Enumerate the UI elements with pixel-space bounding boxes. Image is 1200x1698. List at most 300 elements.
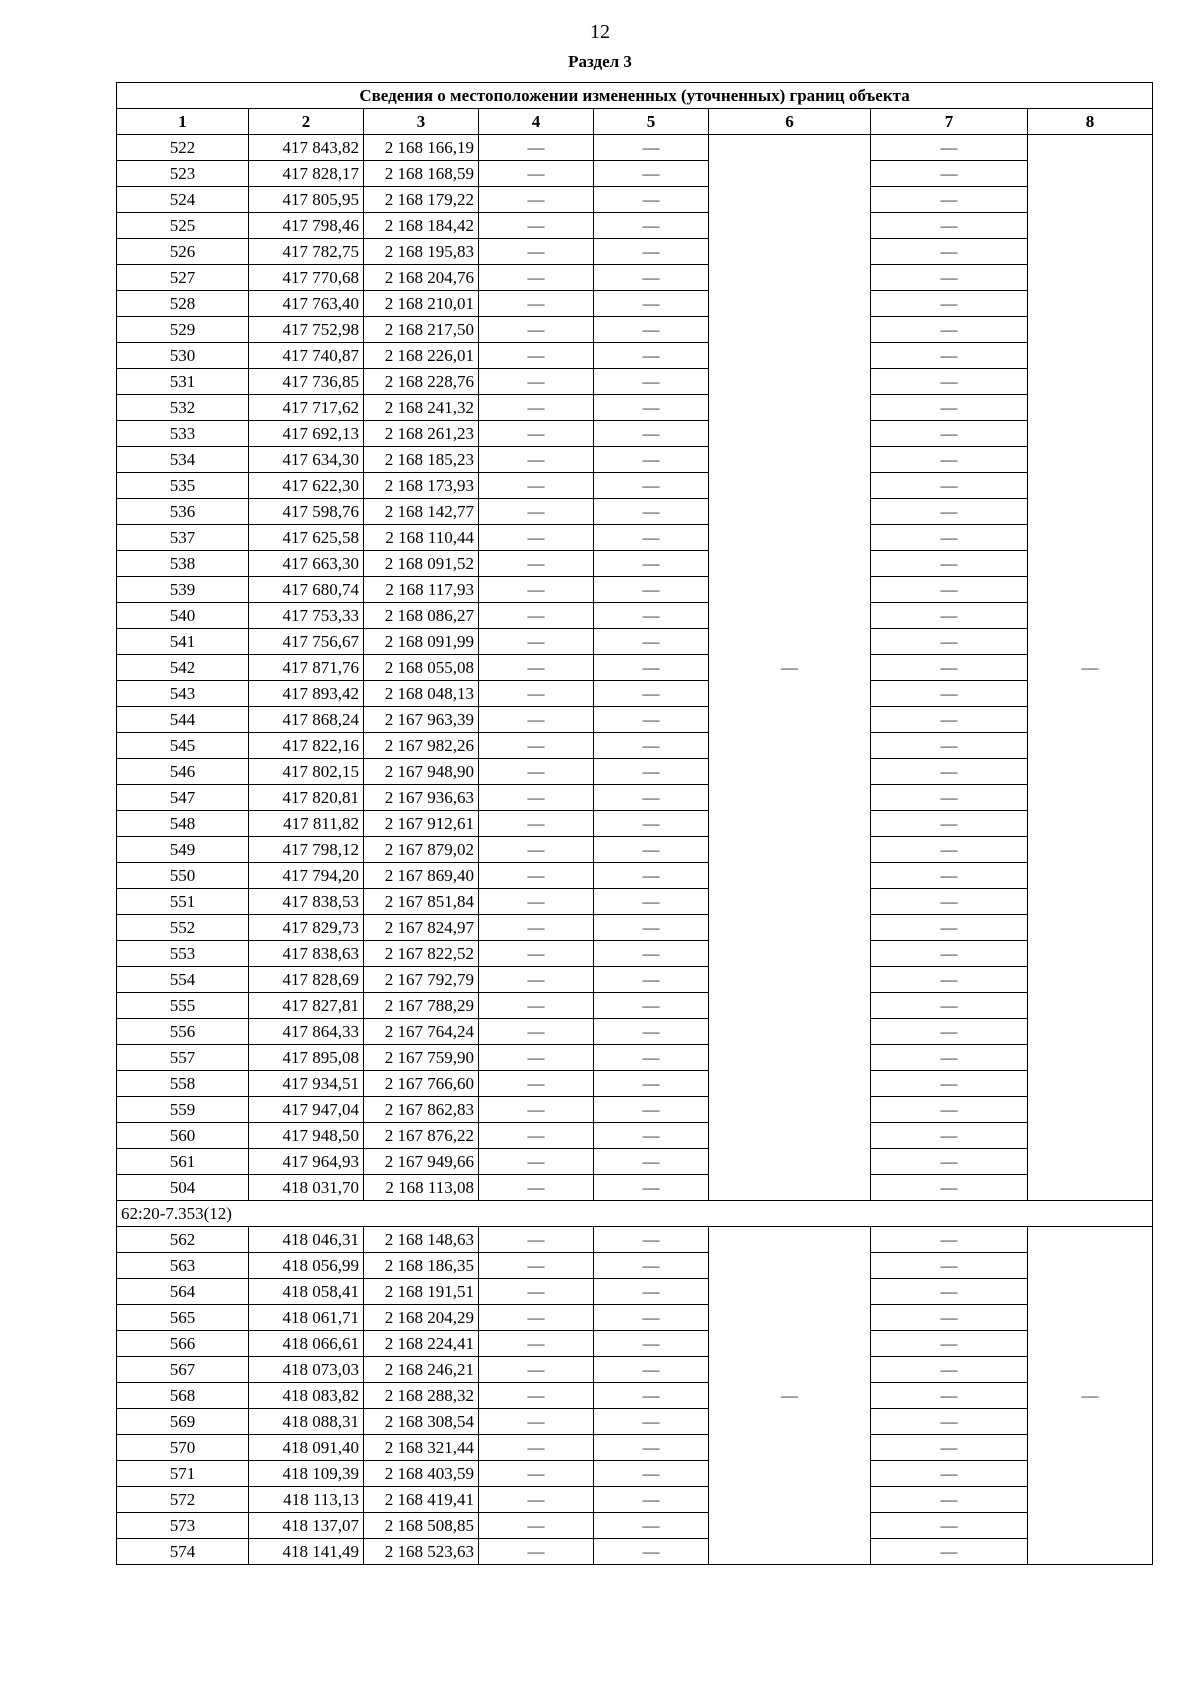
col5-cell: — [594, 291, 709, 317]
point-number-cell: 564 [117, 1279, 249, 1305]
col5-cell: — [594, 967, 709, 993]
y-coordinate-cell: 2 168 204,76 [364, 265, 479, 291]
col7-cell: — [871, 1253, 1028, 1279]
table-row [117, 343, 1153, 369]
point-number-cell: 533 [117, 421, 249, 447]
point-number-cell: 549 [117, 837, 249, 863]
table-row [117, 785, 1153, 811]
point-number-cell: 530 [117, 343, 249, 369]
point-number-cell: 538 [117, 551, 249, 577]
col5-cell: — [594, 1513, 709, 1539]
x-coordinate-cell: 418 058,41 [249, 1279, 364, 1305]
y-coordinate-cell: 2 168 173,93 [364, 473, 479, 499]
y-coordinate-cell: 2 168 226,01 [364, 343, 479, 369]
col8-merged-cell: — [1028, 1227, 1153, 1565]
x-coordinate-cell: 418 088,31 [249, 1409, 364, 1435]
col7-cell: — [871, 993, 1028, 1019]
col7-cell: — [871, 733, 1028, 759]
table-row [117, 1513, 1153, 1539]
col4-cell: — [479, 1357, 594, 1383]
col4-cell: — [479, 239, 594, 265]
col5-cell: — [594, 1435, 709, 1461]
col7-cell: — [871, 889, 1028, 915]
point-number-cell: 528 [117, 291, 249, 317]
y-coordinate-cell: 2 168 321,44 [364, 1435, 479, 1461]
col5-cell: — [594, 1539, 709, 1565]
y-coordinate-cell: 2 168 308,54 [364, 1409, 479, 1435]
col7-cell: — [871, 187, 1028, 213]
col4-cell: — [479, 473, 594, 499]
table-row [117, 1019, 1153, 1045]
y-coordinate-cell: 2 167 792,79 [364, 967, 479, 993]
col5-cell: — [594, 915, 709, 941]
y-coordinate-cell: 2 168 179,22 [364, 187, 479, 213]
point-number-cell: 563 [117, 1253, 249, 1279]
x-coordinate-cell: 417 782,75 [249, 239, 364, 265]
col4-cell: — [479, 1019, 594, 1045]
table-row [117, 629, 1153, 655]
col7-cell: — [871, 941, 1028, 967]
table-row [117, 161, 1153, 187]
table-row [117, 681, 1153, 707]
y-coordinate-cell: 2 168 168,59 [364, 161, 479, 187]
col4-cell: — [479, 213, 594, 239]
y-coordinate-cell: 2 168 113,08 [364, 1175, 479, 1201]
table-row [117, 1383, 1153, 1409]
table-row [117, 1279, 1153, 1305]
point-number-cell: 542 [117, 655, 249, 681]
x-coordinate-cell: 417 948,50 [249, 1123, 364, 1149]
point-number-cell: 532 [117, 395, 249, 421]
x-coordinate-cell: 417 717,62 [249, 395, 364, 421]
point-number-cell: 562 [117, 1227, 249, 1253]
table-row [117, 447, 1153, 473]
col5-cell: — [594, 395, 709, 421]
point-number-cell: 556 [117, 1019, 249, 1045]
y-coordinate-cell: 2 168 224,41 [364, 1331, 479, 1357]
y-coordinate-cell: 2 167 982,26 [364, 733, 479, 759]
col7-cell: — [871, 1123, 1028, 1149]
table-row [117, 551, 1153, 577]
table-row [117, 265, 1153, 291]
col4-cell: — [479, 1305, 594, 1331]
x-coordinate-cell: 418 083,82 [249, 1383, 364, 1409]
col7-cell: — [871, 811, 1028, 837]
col7-cell: — [871, 473, 1028, 499]
col5-cell: — [594, 525, 709, 551]
col4-cell: — [479, 629, 594, 655]
col4-cell: — [479, 889, 594, 915]
point-number-cell: 539 [117, 577, 249, 603]
x-coordinate-cell: 417 820,81 [249, 785, 364, 811]
col5-cell: — [594, 733, 709, 759]
page-number: 12 [590, 21, 610, 43]
point-number-cell: 544 [117, 707, 249, 733]
col7-cell: — [871, 1305, 1028, 1331]
column-header: 2 [249, 109, 364, 135]
col4-cell: — [479, 681, 594, 707]
point-number-cell: 570 [117, 1435, 249, 1461]
y-coordinate-cell: 2 168 185,23 [364, 447, 479, 473]
table-row [117, 603, 1153, 629]
col5-cell: — [594, 317, 709, 343]
col4-cell: — [479, 967, 594, 993]
point-number-cell: 565 [117, 1305, 249, 1331]
col4-cell: — [479, 811, 594, 837]
col5-cell: — [594, 1175, 709, 1201]
y-coordinate-cell: 2 168 228,76 [364, 369, 479, 395]
table-row [117, 1071, 1153, 1097]
x-coordinate-cell: 417 864,33 [249, 1019, 364, 1045]
y-coordinate-cell: 2 168 204,29 [364, 1305, 479, 1331]
col7-cell: — [871, 1513, 1028, 1539]
col5-cell: — [594, 1071, 709, 1097]
col5-cell: — [594, 1487, 709, 1513]
table-row [117, 421, 1153, 447]
table-row [117, 1123, 1153, 1149]
column-header: 4 [479, 109, 594, 135]
x-coordinate-cell: 417 822,16 [249, 733, 364, 759]
col7-cell: — [871, 447, 1028, 473]
col5-cell: — [594, 1097, 709, 1123]
col7-cell: — [871, 135, 1028, 161]
col7-cell: — [871, 1019, 1028, 1045]
point-number-cell: 525 [117, 213, 249, 239]
y-coordinate-cell: 2 167 851,84 [364, 889, 479, 915]
col5-cell: — [594, 1149, 709, 1175]
point-number-cell: 541 [117, 629, 249, 655]
table-row [117, 993, 1153, 1019]
point-number-cell: 534 [117, 447, 249, 473]
table-row [117, 369, 1153, 395]
table-row [117, 889, 1153, 915]
table-row [117, 291, 1153, 317]
col4-cell: — [479, 499, 594, 525]
col6-merged-cell: — [709, 1227, 871, 1565]
col4-cell: — [479, 993, 594, 1019]
col5-cell: — [594, 1383, 709, 1409]
col7-cell: — [871, 499, 1028, 525]
x-coordinate-cell: 417 622,30 [249, 473, 364, 499]
col5-cell: — [594, 889, 709, 915]
x-coordinate-cell: 417 827,81 [249, 993, 364, 1019]
y-coordinate-cell: 2 168 195,83 [364, 239, 479, 265]
table-body [117, 135, 1153, 1565]
y-coordinate-cell: 2 167 963,39 [364, 707, 479, 733]
y-coordinate-cell: 2 167 949,66 [364, 1149, 479, 1175]
y-coordinate-cell: 2 167 948,90 [364, 759, 479, 785]
table-row [117, 655, 1153, 681]
col4-cell: — [479, 603, 594, 629]
col7-cell: — [871, 1097, 1028, 1123]
col7-cell: — [871, 1227, 1028, 1253]
x-coordinate-cell: 418 137,07 [249, 1513, 364, 1539]
point-number-cell: 572 [117, 1487, 249, 1513]
point-number-cell: 545 [117, 733, 249, 759]
col4-cell: — [479, 785, 594, 811]
x-coordinate-cell: 417 798,46 [249, 213, 364, 239]
y-coordinate-cell: 2 168 403,59 [364, 1461, 479, 1487]
point-number-cell: 540 [117, 603, 249, 629]
col7-cell: — [871, 1149, 1028, 1175]
table-row [117, 1461, 1153, 1487]
col5-cell: — [594, 447, 709, 473]
point-number-cell: 551 [117, 889, 249, 915]
col7-cell: — [871, 1383, 1028, 1409]
point-number-cell: 569 [117, 1409, 249, 1435]
point-number-cell: 550 [117, 863, 249, 889]
col5-cell: — [594, 265, 709, 291]
point-number-cell: 537 [117, 525, 249, 551]
y-coordinate-cell: 2 167 879,02 [364, 837, 479, 863]
table-row [117, 1045, 1153, 1071]
col7-cell: — [871, 291, 1028, 317]
point-number-cell: 547 [117, 785, 249, 811]
col7-cell: — [871, 1409, 1028, 1435]
x-coordinate-cell: 418 031,70 [249, 1175, 364, 1201]
col7-cell: — [871, 343, 1028, 369]
col5-cell: — [594, 343, 709, 369]
col5-cell: — [594, 759, 709, 785]
x-coordinate-cell: 418 061,71 [249, 1305, 364, 1331]
col7-cell: — [871, 1435, 1028, 1461]
table-row [117, 1487, 1153, 1513]
table-row [117, 1409, 1153, 1435]
point-number-cell: 573 [117, 1513, 249, 1539]
col4-cell: — [479, 1487, 594, 1513]
column-header: 6 [709, 109, 871, 135]
table-row [117, 213, 1153, 239]
col7-cell: — [871, 915, 1028, 941]
col4-cell: — [479, 265, 594, 291]
point-number-cell: 552 [117, 915, 249, 941]
col5-cell: — [594, 1045, 709, 1071]
col5-cell: — [594, 837, 709, 863]
x-coordinate-cell: 417 752,98 [249, 317, 364, 343]
col4-cell: — [479, 1539, 594, 1565]
col5-cell: — [594, 213, 709, 239]
point-number-cell: 560 [117, 1123, 249, 1149]
table-row [117, 135, 1153, 161]
col4-cell: — [479, 1123, 594, 1149]
col7-cell: — [871, 213, 1028, 239]
table-row [117, 1305, 1153, 1331]
x-coordinate-cell: 417 838,63 [249, 941, 364, 967]
col7-cell: — [871, 395, 1028, 421]
col5-cell: — [594, 135, 709, 161]
table-row [117, 863, 1153, 889]
table-row [117, 941, 1153, 967]
col5-cell: — [594, 421, 709, 447]
x-coordinate-cell: 417 680,74 [249, 577, 364, 603]
col5-cell: — [594, 369, 709, 395]
col5-cell: — [594, 1461, 709, 1487]
col4-cell: — [479, 1383, 594, 1409]
y-coordinate-cell: 2 168 184,42 [364, 213, 479, 239]
col4-cell: — [479, 161, 594, 187]
x-coordinate-cell: 418 056,99 [249, 1253, 364, 1279]
col4-cell: — [479, 1149, 594, 1175]
y-coordinate-cell: 2 167 876,22 [364, 1123, 479, 1149]
x-coordinate-cell: 417 964,93 [249, 1149, 364, 1175]
y-coordinate-cell: 2 167 936,63 [364, 785, 479, 811]
table-row [117, 1227, 1153, 1253]
y-coordinate-cell: 2 167 766,60 [364, 1071, 479, 1097]
col5-cell: — [594, 1019, 709, 1045]
col5-cell: — [594, 551, 709, 577]
x-coordinate-cell: 417 753,33 [249, 603, 364, 629]
point-number-cell: 523 [117, 161, 249, 187]
y-coordinate-cell: 2 168 246,21 [364, 1357, 479, 1383]
table-row [117, 473, 1153, 499]
y-coordinate-cell: 2 167 759,90 [364, 1045, 479, 1071]
column-header: 3 [364, 109, 479, 135]
col5-cell: — [594, 577, 709, 603]
x-coordinate-cell: 417 934,51 [249, 1071, 364, 1097]
x-coordinate-cell: 417 736,85 [249, 369, 364, 395]
table-row [117, 1435, 1153, 1461]
x-coordinate-cell: 417 893,42 [249, 681, 364, 707]
y-coordinate-cell: 2 167 788,29 [364, 993, 479, 1019]
x-coordinate-cell: 418 091,40 [249, 1435, 364, 1461]
col4-cell: — [479, 369, 594, 395]
col5-cell: — [594, 1227, 709, 1253]
col7-cell: — [871, 421, 1028, 447]
y-coordinate-cell: 2 168 048,13 [364, 681, 479, 707]
table-row [117, 239, 1153, 265]
point-number-cell: 561 [117, 1149, 249, 1175]
x-coordinate-cell: 417 692,13 [249, 421, 364, 447]
col5-cell: — [594, 863, 709, 889]
col7-cell: — [871, 1331, 1028, 1357]
point-number-cell: 527 [117, 265, 249, 291]
table-row [117, 811, 1153, 837]
y-coordinate-cell: 2 168 419,41 [364, 1487, 479, 1513]
point-number-cell: 557 [117, 1045, 249, 1071]
point-number-cell: 548 [117, 811, 249, 837]
y-coordinate-cell: 2 168 191,51 [364, 1279, 479, 1305]
col4-cell: — [479, 837, 594, 863]
col7-cell: — [871, 161, 1028, 187]
table-row [117, 759, 1153, 785]
col7-cell: — [871, 239, 1028, 265]
col4-cell: — [479, 733, 594, 759]
table-row [117, 707, 1153, 733]
y-coordinate-cell: 2 168 217,50 [364, 317, 479, 343]
y-coordinate-cell: 2 168 523,63 [364, 1539, 479, 1565]
point-number-cell: 555 [117, 993, 249, 1019]
col4-cell: — [479, 343, 594, 369]
table-row [117, 1097, 1153, 1123]
x-coordinate-cell: 418 113,13 [249, 1487, 364, 1513]
y-coordinate-cell: 2 167 869,40 [364, 863, 479, 889]
col4-cell: — [479, 135, 594, 161]
col5-cell: — [594, 941, 709, 967]
table-row [117, 1357, 1153, 1383]
col7-cell: — [871, 785, 1028, 811]
point-number-cell: 553 [117, 941, 249, 967]
col5-cell: — [594, 629, 709, 655]
table-row [117, 967, 1153, 993]
col5-cell: — [594, 1331, 709, 1357]
x-coordinate-cell: 417 805,95 [249, 187, 364, 213]
x-coordinate-cell: 417 770,68 [249, 265, 364, 291]
table-row [117, 525, 1153, 551]
col7-cell: — [871, 1539, 1028, 1565]
y-coordinate-cell: 2 168 261,23 [364, 421, 479, 447]
col7-cell: — [871, 603, 1028, 629]
col5-cell: — [594, 785, 709, 811]
x-coordinate-cell: 417 763,40 [249, 291, 364, 317]
col7-cell: — [871, 577, 1028, 603]
table-title: Сведения о местоположении измененных (уточненных) границ объекта [117, 83, 1153, 109]
col5-cell: — [594, 1123, 709, 1149]
y-coordinate-cell: 2 167 912,61 [364, 811, 479, 837]
col4-cell: — [479, 291, 594, 317]
col4-cell: — [479, 1279, 594, 1305]
x-coordinate-cell: 417 740,87 [249, 343, 364, 369]
col7-cell: — [871, 1279, 1028, 1305]
x-coordinate-cell: 417 868,24 [249, 707, 364, 733]
col5-cell: — [594, 1409, 709, 1435]
point-number-cell: 558 [117, 1071, 249, 1097]
point-number-cell: 566 [117, 1331, 249, 1357]
col4-cell: — [479, 551, 594, 577]
x-coordinate-cell: 417 843,82 [249, 135, 364, 161]
col5-cell: — [594, 603, 709, 629]
x-coordinate-cell: 417 802,15 [249, 759, 364, 785]
col4-cell: — [479, 1045, 594, 1071]
col4-cell: — [479, 941, 594, 967]
x-coordinate-cell: 417 828,17 [249, 161, 364, 187]
col4-cell: — [479, 317, 594, 343]
col4-cell: — [479, 1097, 594, 1123]
table-row [117, 1253, 1153, 1279]
point-number-cell: 559 [117, 1097, 249, 1123]
col5-cell: — [594, 707, 709, 733]
col4-cell: — [479, 915, 594, 941]
col7-cell: — [871, 681, 1028, 707]
col7-cell: — [871, 837, 1028, 863]
table-row [117, 1149, 1153, 1175]
column-header: 1 [117, 109, 249, 135]
y-coordinate-cell: 2 168 288,32 [364, 1383, 479, 1409]
col5-cell: — [594, 681, 709, 707]
y-coordinate-cell: 2 168 210,01 [364, 291, 479, 317]
y-coordinate-cell: 2 168 186,35 [364, 1253, 479, 1279]
col7-cell: — [871, 1175, 1028, 1201]
x-coordinate-cell: 418 046,31 [249, 1227, 364, 1253]
col4-cell: — [479, 1331, 594, 1357]
col5-cell: — [594, 811, 709, 837]
col4-cell: — [479, 577, 594, 603]
col7-cell: — [871, 525, 1028, 551]
col5-cell: — [594, 187, 709, 213]
y-coordinate-cell: 2 168 117,93 [364, 577, 479, 603]
y-coordinate-cell: 2 168 241,32 [364, 395, 479, 421]
col7-cell: — [871, 369, 1028, 395]
y-coordinate-cell: 2 168 086,27 [364, 603, 479, 629]
y-coordinate-cell: 2 168 110,44 [364, 525, 479, 551]
group-row [117, 1201, 1153, 1227]
table-title-row [117, 83, 1153, 109]
col4-cell: — [479, 421, 594, 447]
col4-cell: — [479, 1253, 594, 1279]
table-row [117, 577, 1153, 603]
point-number-cell: 536 [117, 499, 249, 525]
y-coordinate-cell: 2 168 142,77 [364, 499, 479, 525]
column-header: 8 [1028, 109, 1153, 135]
